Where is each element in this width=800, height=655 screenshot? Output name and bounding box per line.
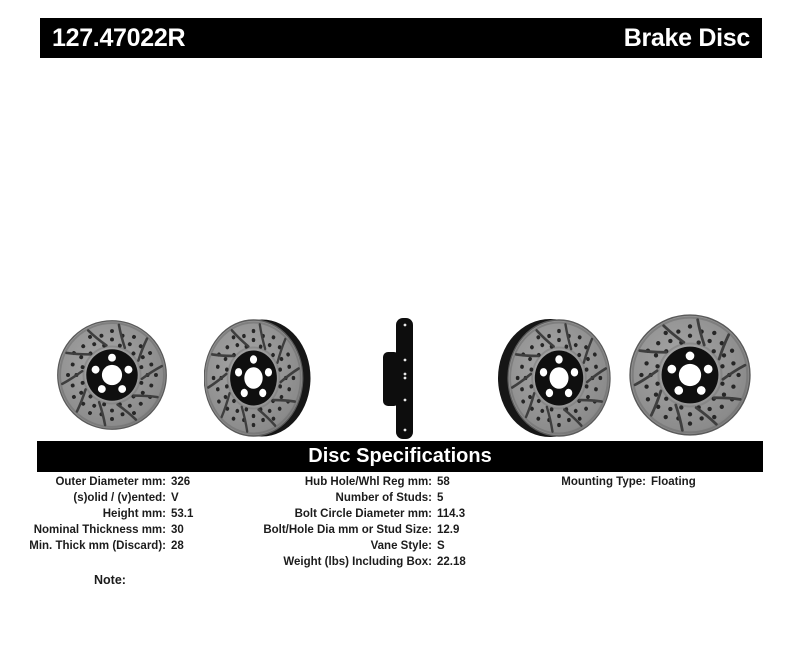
spec-label: Bolt/Hole Dia mm or Stud Size: [263, 524, 432, 536]
spec-label: Nominal Thickness mm: [33, 524, 166, 536]
header-bar [40, 18, 762, 58]
section-title-bar [37, 441, 763, 472]
spec-label: Outer Diameter mm: [55, 476, 166, 488]
spec-row [252, 490, 466, 506]
spec-label: Hub Hole/Whl Reg mm: [304, 476, 432, 488]
product-type-title: Brake Disc [623, 23, 750, 52]
spec-row [252, 554, 466, 570]
spec-value: 30 [171, 524, 184, 536]
spec-label: Min. Thick mm (Discard): [29, 540, 166, 552]
spec-value: 22.18 [437, 556, 466, 568]
brake-disc-side-profile-image [381, 317, 415, 440]
spec-value: 12.9 [437, 524, 460, 536]
spec-row [26, 506, 193, 522]
spec-row [26, 538, 193, 554]
spec-row [252, 522, 466, 538]
spec-row [252, 474, 466, 490]
spec-row [252, 538, 466, 554]
spec-label: Bolt Circle Diameter mm: [294, 508, 432, 520]
section-title: Disc Specifications [308, 445, 492, 467]
spec-value: S [437, 540, 445, 552]
spec-value: 114.3 [437, 508, 466, 520]
spec-label: Mounting Type: [561, 476, 646, 488]
spec-value: Floating [651, 476, 696, 488]
brake-disc-front-view-image [628, 313, 752, 437]
brake-disc-angled-left-view-image [204, 317, 311, 439]
spec-value: V [171, 492, 179, 504]
spec-row [252, 506, 466, 522]
spec-label: (s)olid / (v)ented: [73, 492, 166, 504]
spec-column-left [26, 474, 193, 554]
brake-disc-front-view-image [54, 317, 170, 433]
part-number: 127.47022R [52, 23, 186, 52]
brake-disc-angled-right-view-image [496, 316, 614, 440]
spec-row [26, 490, 193, 506]
spec-label: Vane Style: [370, 540, 432, 552]
spec-value: 326 [171, 476, 191, 488]
spec-value: 5 [437, 492, 444, 504]
spec-column-right [516, 474, 696, 490]
spec-column-middle [252, 474, 466, 570]
spec-label: Number of Studs: [335, 492, 432, 504]
spec-row [26, 522, 193, 538]
spec-value: 53.1 [171, 508, 194, 520]
spec-value: 28 [171, 540, 184, 552]
spec-value: 58 [437, 476, 450, 488]
spec-label: Height mm: [102, 508, 166, 520]
spec-label: Weight (lbs) Including Box: [283, 556, 432, 568]
spec-row [516, 474, 696, 490]
note-label: Note: [94, 573, 126, 587]
spec-row [26, 474, 193, 490]
